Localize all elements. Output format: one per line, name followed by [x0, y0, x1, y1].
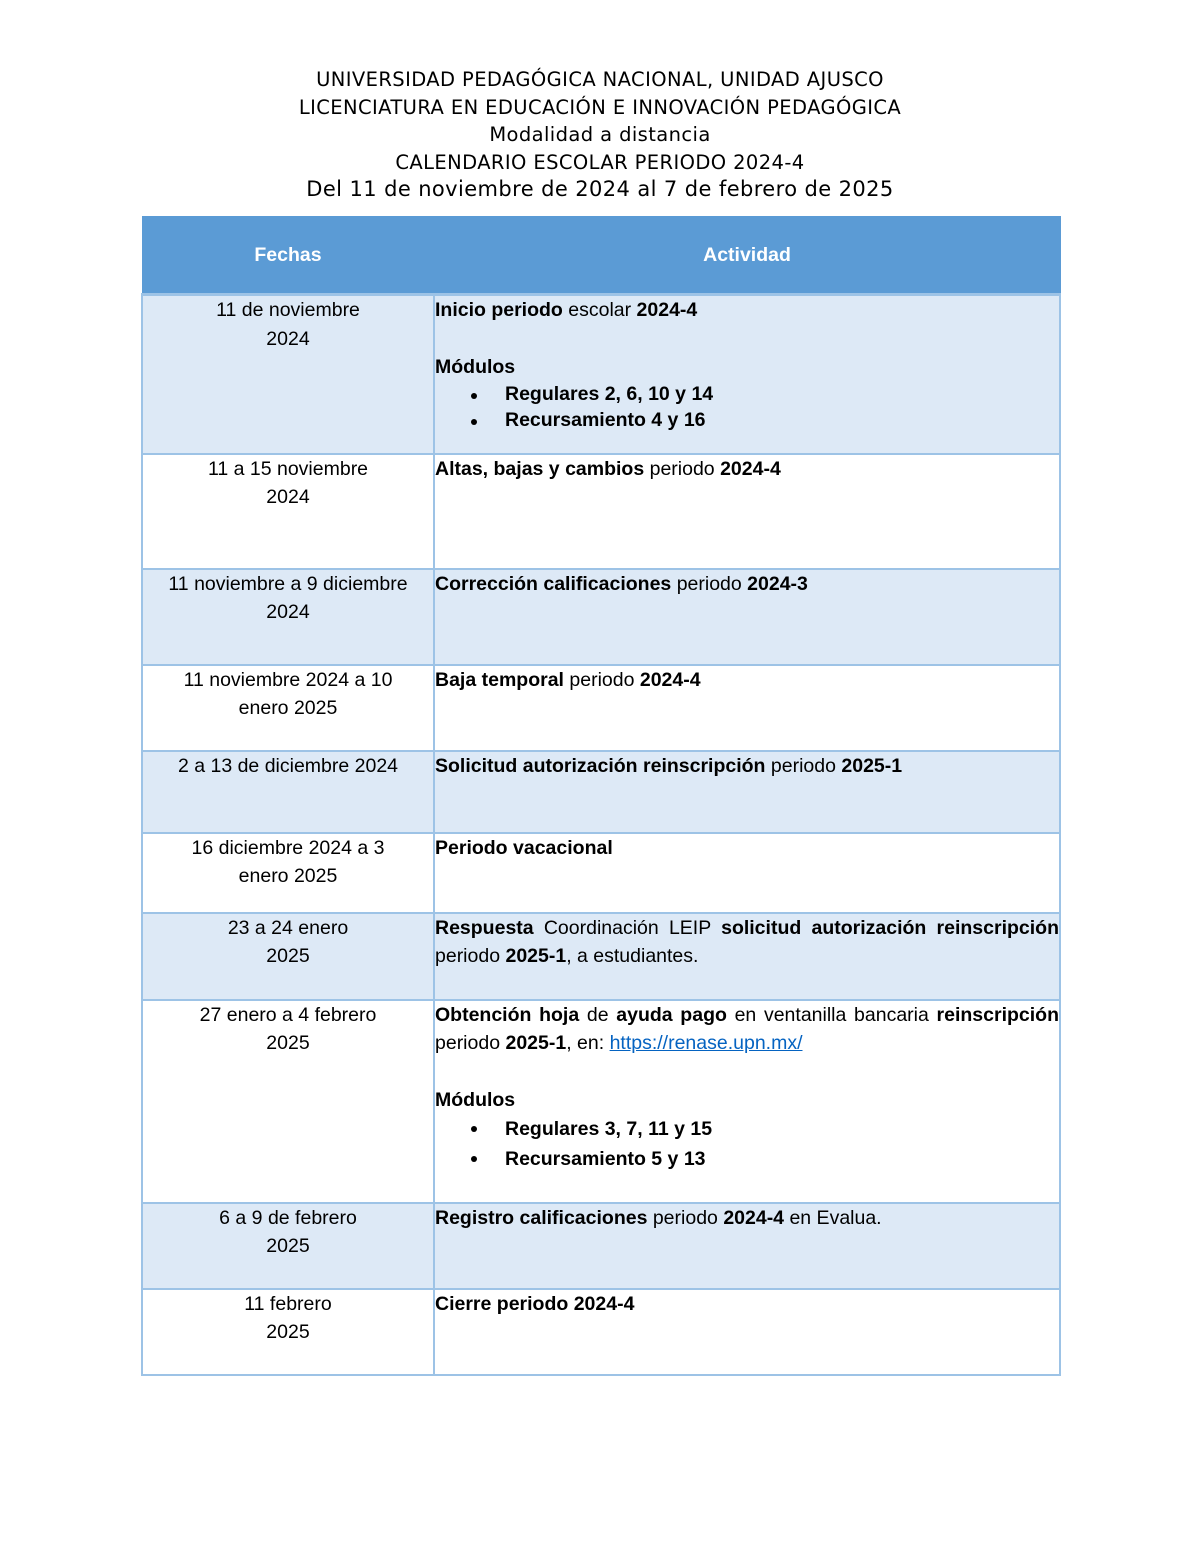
activity-cell: [434, 913, 1060, 1000]
activity-text: Registro calificaciones periodo 2024-4 en Evalua.: [435, 1206, 882, 1229]
date-line: 11 noviembre a 9 diciembre: [168, 572, 408, 595]
column-header-fechas: Fechas: [142, 217, 434, 295]
table-row: [142, 751, 1060, 833]
activity-text: Baja temporal periodo 2024-4: [435, 668, 701, 691]
activity-text: Respuesta Coordinación LEIP solicitud autorización reinscripción periodo 2025-1, a estudiantes.: [435, 916, 1059, 967]
date-line: 2025: [266, 1235, 310, 1257]
date-line: 27 enero a 4 febrero: [199, 1003, 377, 1026]
table-row: [142, 913, 1060, 1000]
activity-cell: [434, 1000, 1060, 1203]
calendar-title: CALENDARIO ESCOLAR PERIODO 2024-4: [395, 150, 805, 174]
table-row: [142, 1203, 1060, 1289]
date-line: 2024: [266, 327, 310, 350]
column-header-actividad: Actividad: [434, 217, 1060, 295]
program-name: LICENCIATURA EN EDUCACIÓN E INNOVACIÓN PEDAGÓGICA: [298, 95, 902, 119]
activity-text: Solicitud autorización reinscripción periodo 2025-1: [435, 754, 903, 777]
date-line: 11 de noviembre: [216, 299, 360, 321]
date-line: 11 a 15 noviembre: [207, 457, 369, 480]
table-row: [142, 569, 1060, 665]
date-line: 16 diciembre 2024 a 3: [191, 836, 385, 859]
date-cell: [142, 1000, 434, 1203]
activity-text: Corrección calificaciones periodo 2024-3: [435, 572, 808, 595]
date-line: enero 2025: [238, 865, 338, 887]
activity-text: Altas, bajas y cambios periodo 2024-4: [435, 457, 781, 480]
date-cell: [142, 665, 434, 751]
date-line: 11 noviembre 2024 a 10: [183, 668, 393, 691]
modules-list: [435, 1114, 1059, 1174]
date-cell: [142, 833, 434, 913]
date-cell: [142, 913, 434, 1000]
date-line: enero 2025: [238, 697, 338, 719]
date-cell: [142, 751, 434, 833]
activity-cell: [434, 454, 1060, 569]
date-line: 6 a 9 de febrero: [219, 1206, 357, 1229]
modules-label: Módulos: [435, 355, 516, 378]
date-line: 2024: [266, 486, 310, 508]
table-row: [142, 295, 1060, 454]
table-row: [142, 665, 1060, 751]
table-row: [142, 1000, 1060, 1203]
renase-link[interactable]: https://renase.upn.mx/: [609, 1032, 803, 1054]
activity-cell: [434, 665, 1060, 751]
table-row: [142, 833, 1060, 913]
date-cell: [142, 1289, 434, 1375]
table-row: [142, 1289, 1060, 1375]
table-header-row: [142, 217, 1060, 295]
list-item: Regulares 2, 6, 10 y 14: [505, 381, 1059, 407]
document-header: [0, 66, 1200, 204]
activity-cell: [434, 833, 1060, 913]
list-item: Recursamiento 4 y 16: [505, 407, 1059, 433]
modules-list: [435, 381, 1059, 433]
modality: Modalidad a distancia: [489, 123, 711, 146]
date-cell: [142, 295, 434, 454]
modules-label: Módulos: [435, 1088, 516, 1111]
activity-cell: [434, 295, 1060, 454]
date-line: 2025: [266, 945, 310, 967]
period-range: Del 11 de noviembre de 2024 al 7 de febrero de 2025: [306, 177, 894, 201]
activity-cell: [434, 1203, 1060, 1289]
activity-text: Periodo vacacional: [435, 836, 613, 859]
date-line: 23 a 24 enero: [227, 916, 349, 939]
date-line: 2 a 13 de diciembre 2024: [177, 754, 399, 777]
calendar-table: [141, 216, 1061, 1376]
date-cell: [142, 1203, 434, 1289]
university-name: UNIVERSIDAD PEDAGÓGICA NACIONAL, UNIDAD AJUSCO: [316, 68, 884, 91]
date-line: 2025: [266, 1032, 310, 1054]
date-line: 2024: [266, 601, 310, 623]
date-cell: [142, 569, 434, 665]
activity-cell: [434, 1289, 1060, 1375]
table-row: [142, 454, 1060, 569]
date-cell: [142, 454, 434, 569]
date-line: 11 febrero: [244, 1292, 332, 1315]
activity-cell: [434, 751, 1060, 833]
list-item: Recursamiento 5 y 13: [505, 1144, 1059, 1174]
activity-cell: [434, 569, 1060, 665]
date-line: 2025: [266, 1321, 310, 1343]
activity-text: Inicio periodo escolar 2024-4: [435, 299, 698, 321]
activity-text: Cierre periodo 2024-4: [435, 1292, 635, 1315]
list-item: Regulares 3, 7, 11 y 15: [505, 1114, 1059, 1144]
activity-text: Obtención hoja de ayuda pago en ventanilla bancaria reinscripción periodo 2025-1, en: https://renase.upn.mx/: [435, 1003, 1059, 1054]
